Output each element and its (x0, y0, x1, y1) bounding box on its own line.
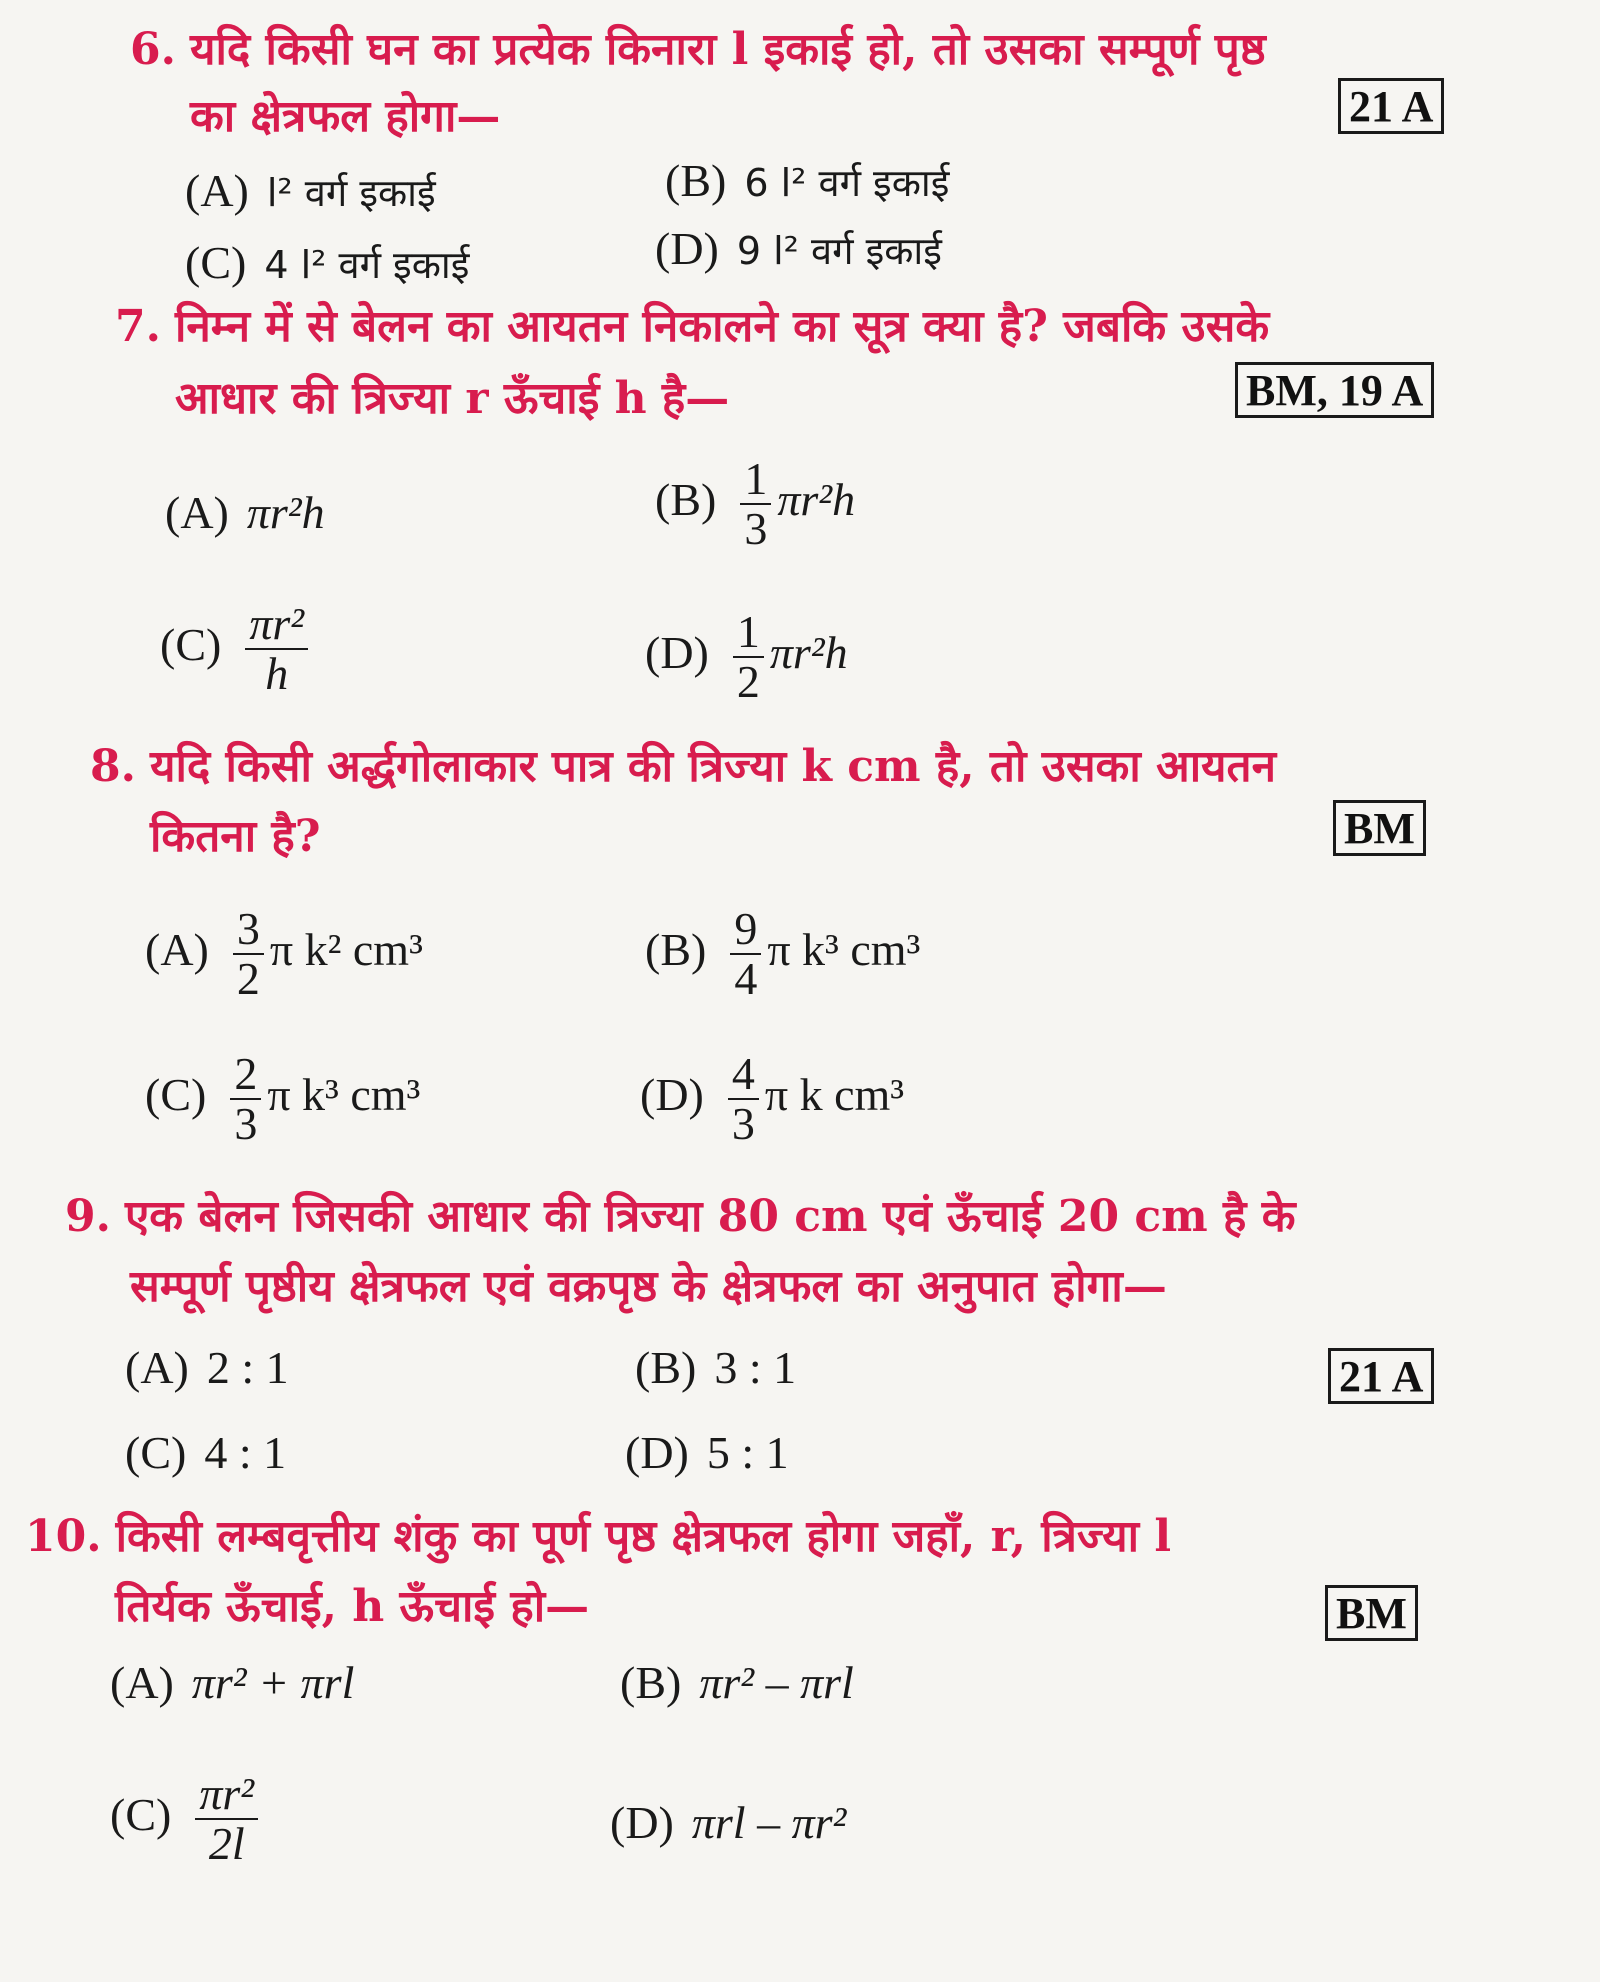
option-c: (C) $\frac{\text{πr²}}{h}$ (160, 600, 314, 699)
exam-tag: BM, 19 A (1235, 362, 1434, 418)
question-text-line-2: तिर्यक ऊँचाई, h ऊँचाई हो— (115, 1581, 590, 1632)
option-a: (A) πr² + πrl (110, 1657, 355, 1708)
question-text-line-1: 6. यदि किसी घन का प्रत्येक किनारा l इकाई हो, तो उसका सम्पूर्ण पृष्ठ (130, 24, 1266, 75)
option-b: (B) $\frac{9}{4}$ π k³ cm³ (645, 903, 921, 1005)
option-d: (D) πrl – πr² (610, 1797, 847, 1848)
option-a: (A) 2 : 1 (125, 1342, 289, 1393)
question-text-line-1: 10. किसी लम्बवृत्तीय शंकु का पूर्ण पृष्ठ क्षेत्रफल होगा जहाँ, r, त्रिज्या l (25, 1511, 1172, 1562)
exam-tag: 21 A (1338, 78, 1444, 134)
question-text-line-1: 9. एक बेलन जिसकी आधार की त्रिज्या 80 cm एवं ऊँचाई 20 cm है के (65, 1191, 1296, 1242)
question-text-line-2: कितना है? (150, 811, 321, 862)
question-text-line-2: का क्षेत्रफल होगा— (190, 91, 501, 142)
option-d: (D) 5 : 1 (625, 1427, 789, 1478)
exam-tag: BM (1333, 800, 1426, 856)
option-a: (A) πr²h (165, 487, 325, 538)
option-a: (A) l² वर्ग इकाई (185, 165, 436, 216)
question-text-line-2: सम्पूर्ण पृष्ठीय क्षेत्रफल एवं वक्रपृष्ठ के क्षेत्रफल का अनुपात होगा— (130, 1261, 1167, 1312)
question-text-line-1: 7. निम्न में से बेलन का आयतन निकालने का सूत्र क्या है? जबकि उसके (115, 301, 1270, 352)
exam-tag: 21 A (1328, 1348, 1434, 1404)
exam-tag: BM (1325, 1585, 1418, 1641)
option-c: (C) $\frac{\text{πr²}}{2l}$ (110, 1770, 264, 1869)
question-text-line-2: आधार की त्रिज्या r ऊँचाई h है— (175, 373, 730, 424)
option-c: (C) 4 l² वर्ग इकाई (185, 237, 470, 288)
option-d: (D) $\frac{4}{3}$ π k cm³ (640, 1048, 905, 1150)
option-d: (D) 9 l² वर्ग इकाई (655, 223, 942, 274)
question-text-line-1: 8. यदि किसी अर्द्धगोलाकार पात्र की त्रिज्या k cm है, तो उसका आयतन (90, 741, 1277, 792)
option-b: (B) πr² – πrl (620, 1657, 854, 1708)
option-b: (B) 6 l² वर्ग इकाई (665, 155, 950, 206)
option-a: (A) $\frac{3}{2}$ π k² cm³ (145, 903, 423, 1005)
option-b: (B) $\frac{1}{3}$ πr²h (655, 453, 856, 555)
option-c: (C) 4 : 1 (125, 1427, 287, 1478)
option-d: (D) $\frac{1}{2}$ πr²h (645, 606, 848, 708)
option-b: (B) 3 : 1 (635, 1342, 797, 1393)
option-c: (C) $\frac{2}{3}$ π k³ cm³ (145, 1048, 421, 1150)
